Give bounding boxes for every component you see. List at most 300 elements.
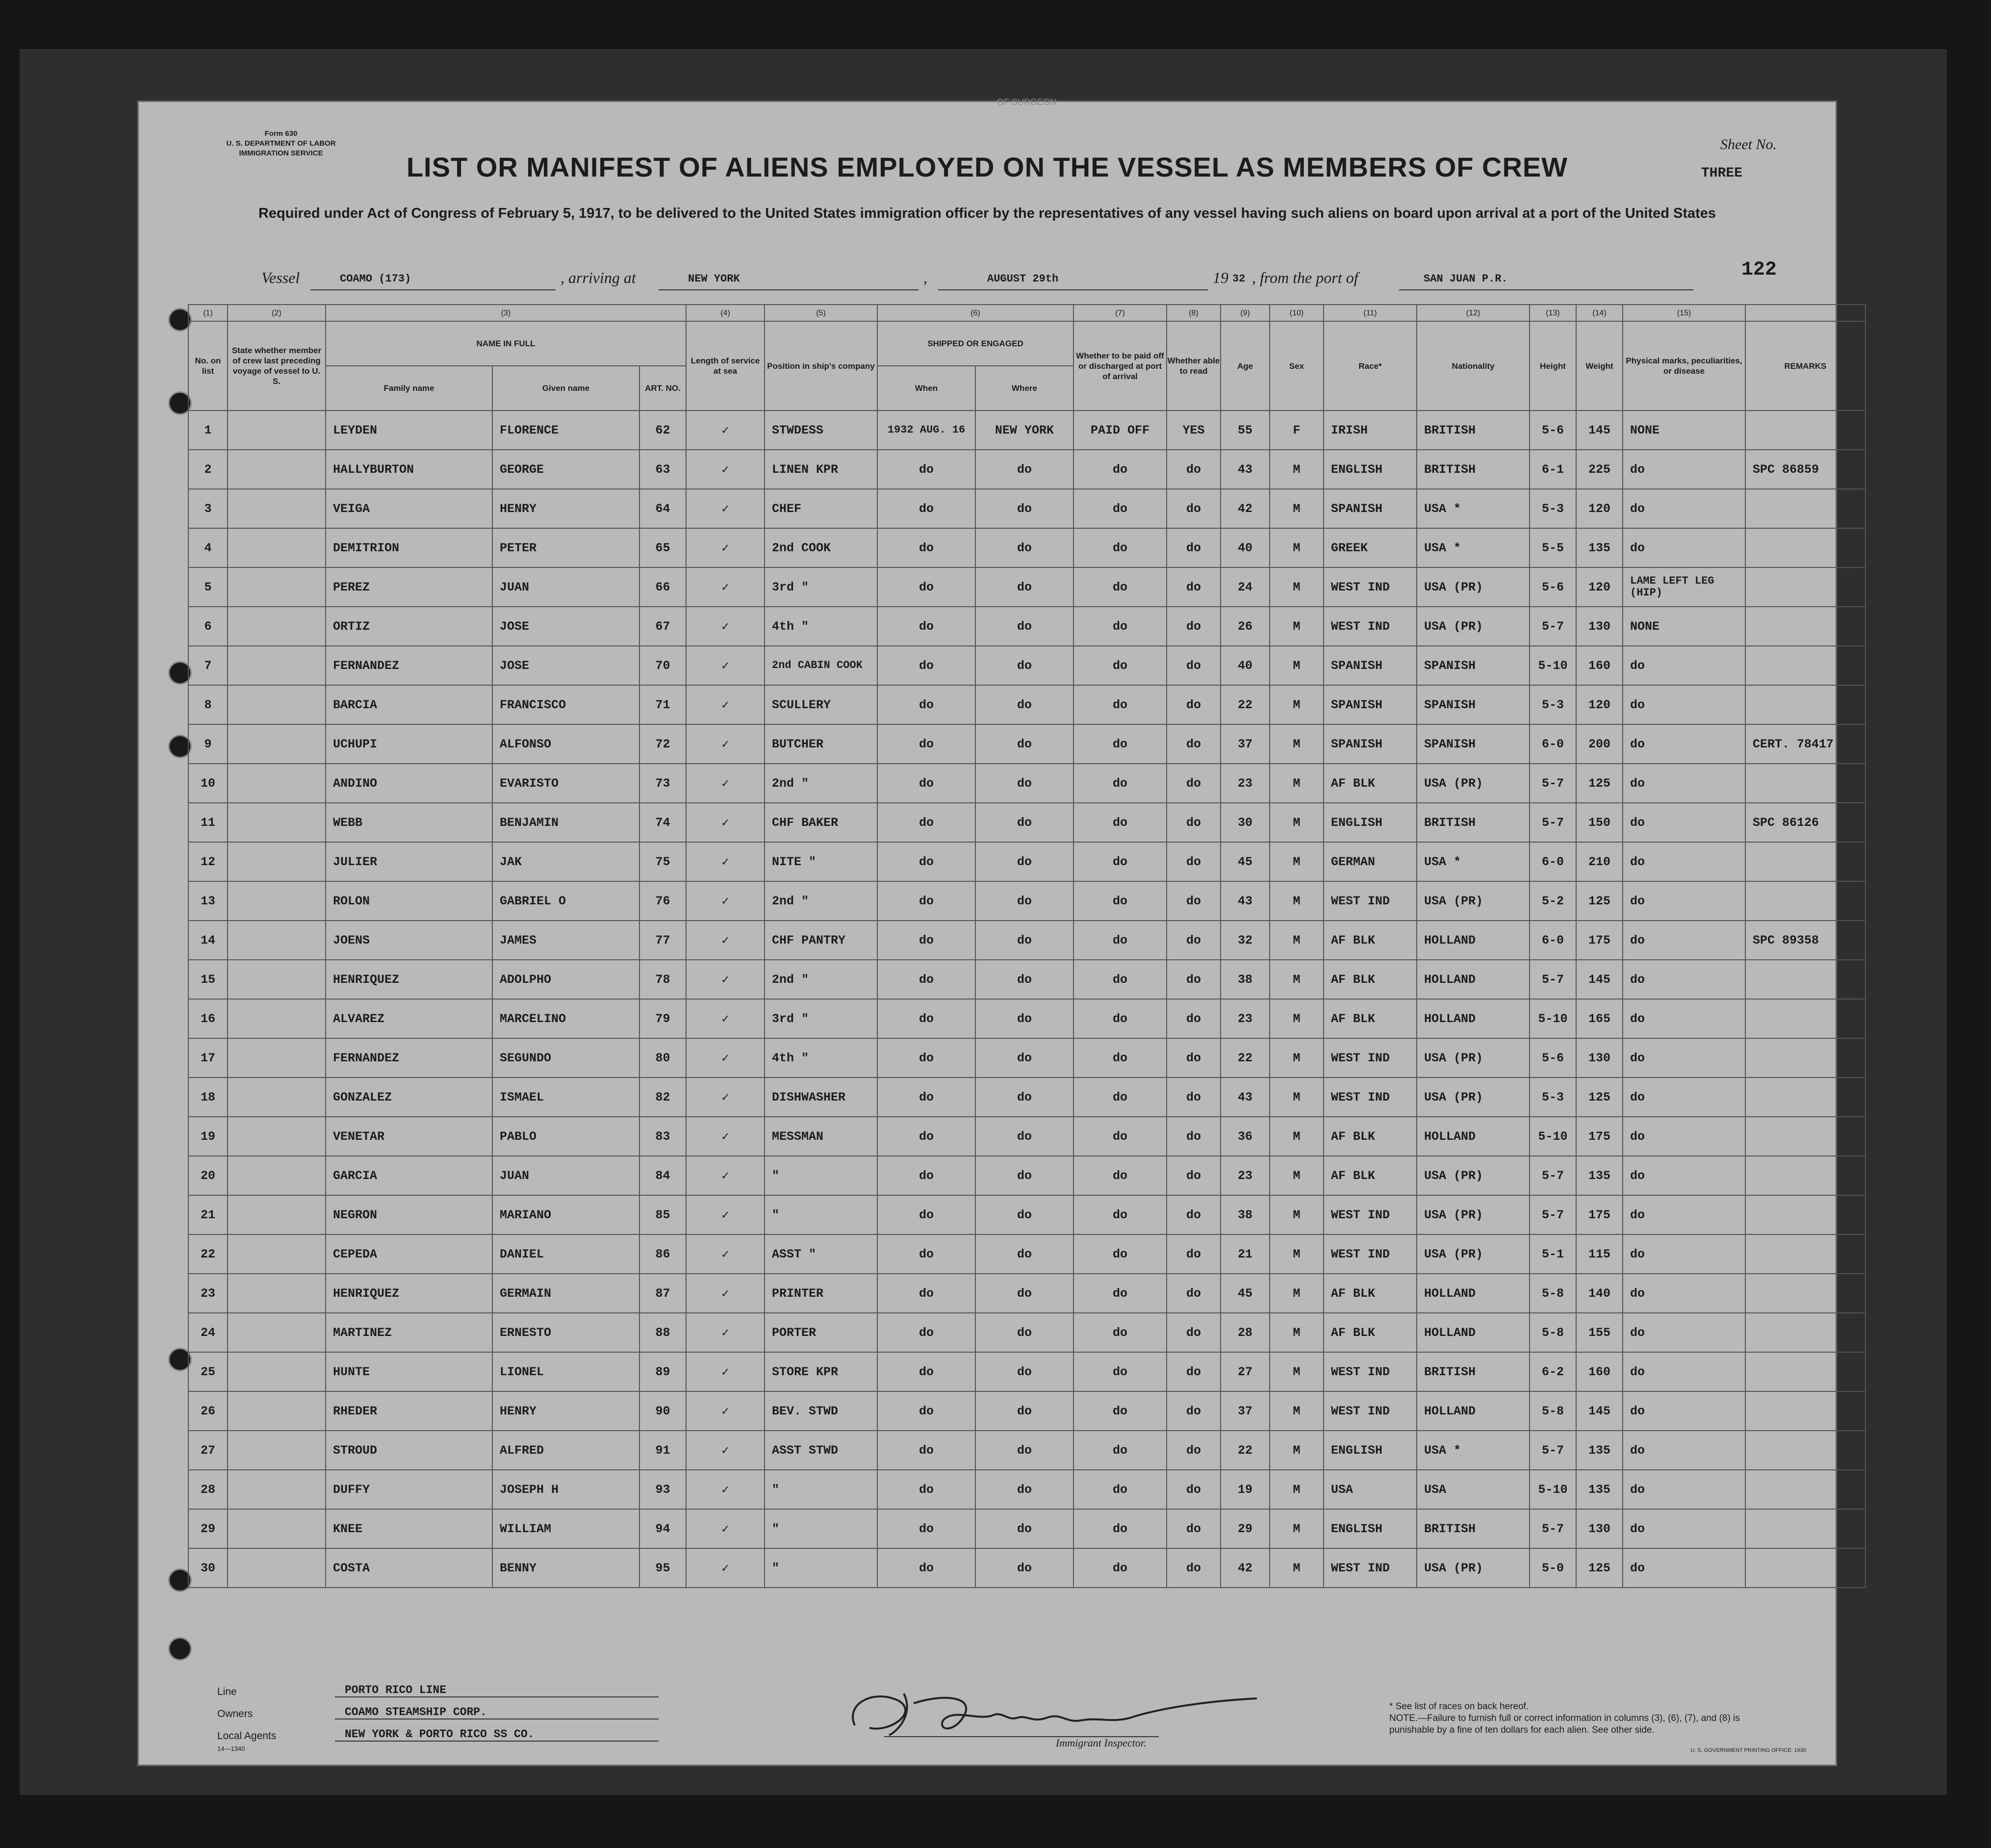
race-cell: AF BLK (1324, 1313, 1417, 1352)
physical-marks-cell: do (1623, 1391, 1745, 1431)
state-cell-cell (228, 1234, 326, 1274)
service-check-cell: ✓ (686, 1078, 765, 1117)
footer-note (1389, 1701, 1782, 1736)
weight-cell: 175 (1576, 1117, 1623, 1156)
inspector-label: Immigrant Inspector. (1056, 1737, 1147, 1749)
shipped-when-cell: do (877, 1470, 975, 1509)
shipped-where-cell: NEW YORK (975, 411, 1073, 450)
able-to-read-cell: do (1167, 999, 1221, 1038)
races-note: * See list of races on back hereof. (1389, 1701, 1529, 1712)
page-subtitle: Required under Act of Congress of February 5, 1917, to be delivered to the United States immigration officer by the representatives of any vessel having such aliens on board upon arrival at a port of the United States (258, 205, 1716, 221)
weight-cell: 175 (1576, 921, 1623, 960)
shipped-when-cell: do (877, 1274, 975, 1313)
art-number-cell: 72 (639, 724, 686, 764)
weight-cell: 125 (1576, 764, 1623, 803)
physical-marks-cell: do (1623, 1078, 1745, 1117)
weight-cell: 200 (1576, 724, 1623, 764)
shipped-when-cell: do (877, 1078, 975, 1117)
physical-marks-cell: do (1623, 881, 1745, 921)
race-cell: SPANISH (1324, 724, 1417, 764)
position-cell: " (765, 1470, 877, 1509)
remarks-cell (1745, 411, 1865, 450)
age-cell: 55 (1221, 411, 1270, 450)
height-cell: 6-0 (1530, 724, 1576, 764)
height-cell: 5-6 (1530, 567, 1576, 607)
table-row (188, 1117, 1865, 1156)
arriving-port: NEW YORK (688, 273, 740, 285)
remarks-cell (1745, 1391, 1865, 1431)
state-cell-cell (228, 567, 326, 607)
family-name-cell: GONZALEZ (326, 1078, 492, 1117)
header-paid-off: Whether to be paid off or discharged at port of arrival (1073, 321, 1167, 411)
weight-cell: 135 (1576, 528, 1623, 567)
sex-cell: M (1270, 1274, 1324, 1313)
paid-off-cell: do (1073, 724, 1167, 764)
position-cell: ASST STWD (765, 1431, 877, 1470)
col-num: (8) (1167, 305, 1221, 321)
paid-off-cell: do (1073, 1038, 1167, 1078)
family-name-cell: UCHUPI (326, 724, 492, 764)
weight-cell: 120 (1576, 567, 1623, 607)
age-cell: 32 (1221, 921, 1270, 960)
race-cell: AF BLK (1324, 1274, 1417, 1313)
age-cell: 42 (1221, 1548, 1270, 1588)
weight-cell: 225 (1576, 450, 1623, 489)
form-number: Form 630 (264, 129, 298, 138)
nationality-cell: HOLLAND (1417, 1274, 1530, 1313)
height-cell: 5-7 (1530, 1195, 1576, 1234)
height-cell: 6-2 (1530, 1352, 1576, 1391)
state-cell-cell (228, 528, 326, 567)
line-value: PORTO RICO LINE (335, 1684, 659, 1697)
given-name-cell: JOSE (492, 607, 639, 646)
sex-cell: M (1270, 999, 1324, 1038)
family-name-cell: STROUD (326, 1431, 492, 1470)
art-number-cell: 73 (639, 764, 686, 803)
table-row (188, 724, 1865, 764)
art-number-cell: 94 (639, 1509, 686, 1548)
header-when: When (877, 366, 975, 411)
col-num: (10) (1270, 305, 1324, 321)
remarks-cell: SPC 89358 (1745, 921, 1865, 960)
col-num: (4) (686, 305, 765, 321)
remarks-cell (1745, 567, 1865, 607)
table-row (188, 921, 1865, 960)
arriving-label: , arriving at (561, 269, 636, 286)
shipped-where-cell: do (975, 803, 1073, 842)
list-number-cell: 7 (188, 646, 228, 685)
sex-cell: M (1270, 489, 1324, 528)
table-row (188, 1274, 1865, 1313)
service-check-cell: ✓ (686, 1234, 765, 1274)
state-cell-cell (228, 1352, 326, 1391)
able-to-read-cell: do (1167, 1313, 1221, 1352)
shipped-where-cell: do (975, 921, 1073, 960)
shipped-when-cell: do (877, 607, 975, 646)
remarks-cell (1745, 960, 1865, 999)
service-check-cell: ✓ (686, 724, 765, 764)
given-name-cell: DANIEL (492, 1234, 639, 1274)
list-number-cell: 27 (188, 1431, 228, 1470)
state-cell-cell (228, 411, 326, 450)
service-check-cell: ✓ (686, 1509, 765, 1548)
nationality-cell: USA (PR) (1417, 1548, 1530, 1588)
nationality-cell: USA * (1417, 489, 1530, 528)
given-name-cell: BENJAMIN (492, 803, 639, 842)
paid-off-cell: do (1073, 607, 1167, 646)
age-cell: 22 (1221, 685, 1270, 724)
weight-cell: 165 (1576, 999, 1623, 1038)
physical-marks-cell: do (1623, 450, 1745, 489)
table-row (188, 607, 1865, 646)
able-to-read-cell: do (1167, 607, 1221, 646)
vessel-name: COAMO (173) (340, 273, 411, 285)
race-cell: ENGLISH (1324, 803, 1417, 842)
nationality-cell: HOLLAND (1417, 1117, 1530, 1156)
service-check-cell: ✓ (686, 921, 765, 960)
family-name-cell: HALLYBURTON (326, 450, 492, 489)
table-row (188, 960, 1865, 999)
race-cell: ENGLISH (1324, 1431, 1417, 1470)
state-cell-cell (228, 1078, 326, 1117)
list-number-cell: 4 (188, 528, 228, 567)
able-to-read-cell: do (1167, 489, 1221, 528)
physical-marks-cell: do (1623, 1274, 1745, 1313)
family-name-cell: NEGRON (326, 1195, 492, 1234)
physical-marks-cell: do (1623, 921, 1745, 960)
shipped-where-cell: do (975, 1234, 1073, 1274)
sex-cell: M (1270, 842, 1324, 881)
list-number-cell: 29 (188, 1509, 228, 1548)
header-race: Race* (1324, 321, 1417, 411)
shipped-when-cell: do (877, 921, 975, 960)
family-name-cell: ANDINO (326, 764, 492, 803)
paid-off-cell: do (1073, 921, 1167, 960)
nationality-cell: USA * (1417, 528, 1530, 567)
shipped-when-cell: do (877, 1195, 975, 1234)
weight-cell: 145 (1576, 411, 1623, 450)
family-name-cell: VENETAR (326, 1117, 492, 1156)
service-check-cell: ✓ (686, 607, 765, 646)
able-to-read-cell: do (1167, 1195, 1221, 1234)
paid-off-cell: do (1073, 881, 1167, 921)
header-given-name: Given name (492, 366, 639, 411)
remarks-cell (1745, 1548, 1865, 1588)
age-cell: 42 (1221, 489, 1270, 528)
height-cell: 5-8 (1530, 1274, 1576, 1313)
paid-off-cell: do (1073, 1195, 1167, 1234)
family-name-cell: DEMITRION (326, 528, 492, 567)
state-cell-cell (228, 1038, 326, 1078)
art-number-cell: 63 (639, 450, 686, 489)
table-row (188, 1431, 1865, 1470)
table-row (188, 1195, 1865, 1234)
list-number-cell: 8 (188, 685, 228, 724)
art-number-cell: 74 (639, 803, 686, 842)
given-name-cell: LIONEL (492, 1352, 639, 1391)
height-cell: 5-10 (1530, 999, 1576, 1038)
family-name-cell: KNEE (326, 1509, 492, 1548)
able-to-read-cell: do (1167, 646, 1221, 685)
age-cell: 22 (1221, 1038, 1270, 1078)
height-cell: 5-7 (1530, 1509, 1576, 1548)
paid-off-cell: do (1073, 528, 1167, 567)
remarks-cell (1745, 1470, 1865, 1509)
shipped-when-cell: do (877, 1156, 975, 1195)
race-cell: ENGLISH (1324, 450, 1417, 489)
physical-marks-cell: LAME LEFT LEG (HIP) (1623, 567, 1745, 607)
nationality-cell: BRITISH (1417, 1352, 1530, 1391)
given-name-cell: PETER (492, 528, 639, 567)
age-cell: 40 (1221, 528, 1270, 567)
paid-off-cell: do (1073, 999, 1167, 1038)
remarks-cell (1745, 1431, 1865, 1470)
shipped-when-cell: do (877, 1391, 975, 1431)
art-number-cell: 66 (639, 567, 686, 607)
position-cell: DISHWASHER (765, 1078, 877, 1117)
physical-marks-cell: do (1623, 803, 1745, 842)
remarks-cell: SPC 86126 (1745, 803, 1865, 842)
able-to-read-cell: do (1167, 960, 1221, 999)
nationality-cell: USA (PR) (1417, 607, 1530, 646)
sex-cell: M (1270, 764, 1324, 803)
family-name-cell: HENRIQUEZ (326, 960, 492, 999)
height-cell: 5-7 (1530, 607, 1576, 646)
state-cell-cell (228, 1431, 326, 1470)
from-port-label: , from the port of (1252, 269, 1358, 286)
able-to-read-cell: do (1167, 921, 1221, 960)
race-cell: WEST IND (1324, 1078, 1417, 1117)
weight-cell: 155 (1576, 1313, 1623, 1352)
remarks-cell (1745, 1274, 1865, 1313)
weight-cell: 145 (1576, 1391, 1623, 1431)
remarks-cell (1745, 489, 1865, 528)
able-to-read-cell: do (1167, 1391, 1221, 1431)
state-cell-cell (228, 803, 326, 842)
physical-marks-cell: do (1623, 1117, 1745, 1156)
art-number-cell: 90 (639, 1391, 686, 1431)
service-check-cell: ✓ (686, 528, 765, 567)
list-number-cell: 2 (188, 450, 228, 489)
paid-off-cell: do (1073, 1352, 1167, 1391)
art-number-cell: 80 (639, 1038, 686, 1078)
height-cell: 5-7 (1530, 1156, 1576, 1195)
physical-marks-cell: do (1623, 1234, 1745, 1274)
position-cell: CHEF (765, 489, 877, 528)
height-cell: 6-0 (1530, 842, 1576, 881)
col-num: (1) (188, 305, 228, 321)
height-cell: 5-3 (1530, 1078, 1576, 1117)
age-cell: 30 (1221, 803, 1270, 842)
nationality-cell: SPANISH (1417, 685, 1530, 724)
handwritten-number: 122 (1741, 259, 1777, 281)
col-num: (5) (765, 305, 877, 321)
header-where: Where (975, 366, 1073, 411)
height-cell: 6-1 (1530, 450, 1576, 489)
header-state: State whether member of crew last preceding voyage of vessel to U. S. (228, 321, 326, 411)
table-row (188, 999, 1865, 1038)
family-name-cell: DUFFY (326, 1470, 492, 1509)
remarks-cell (1745, 881, 1865, 921)
col-num: (11) (1324, 305, 1417, 321)
sex-cell: M (1270, 567, 1324, 607)
paid-off-cell: do (1073, 1470, 1167, 1509)
height-cell: 5-6 (1530, 411, 1576, 450)
table-row (188, 764, 1865, 803)
race-cell: AF BLK (1324, 921, 1417, 960)
table-row (188, 1470, 1865, 1509)
height-cell: 5-7 (1530, 1431, 1576, 1470)
remarks-cell (1745, 764, 1865, 803)
sex-cell: M (1270, 921, 1324, 960)
header-length-service: Length of service at sea (686, 321, 765, 411)
race-cell: SPANISH (1324, 489, 1417, 528)
paid-off-cell: do (1073, 646, 1167, 685)
nationality-cell: USA * (1417, 1431, 1530, 1470)
state-cell-cell (228, 881, 326, 921)
art-number-cell: 70 (639, 646, 686, 685)
weight-cell: 210 (1576, 842, 1623, 881)
paid-off-cell: do (1073, 1391, 1167, 1431)
service-check-cell: ✓ (686, 803, 765, 842)
state-cell-cell (228, 1195, 326, 1234)
remarks-cell (1745, 607, 1865, 646)
physical-marks-cell: do (1623, 1352, 1745, 1391)
header-able-to-read: Whether able to read (1167, 321, 1221, 411)
height-cell: 5-8 (1530, 1313, 1576, 1352)
remarks-cell (1745, 999, 1865, 1038)
given-name-cell: MARIANO (492, 1195, 639, 1234)
table-row (188, 411, 1865, 450)
age-cell: 26 (1221, 607, 1270, 646)
position-cell: 3rd " (765, 567, 877, 607)
position-cell: BUTCHER (765, 724, 877, 764)
physical-marks-cell: do (1623, 842, 1745, 881)
physical-marks-cell: do (1623, 999, 1745, 1038)
age-cell: 27 (1221, 1352, 1270, 1391)
sheet-number-label: Sheet No. (1720, 136, 1777, 153)
family-name-cell: LEYDEN (326, 411, 492, 450)
given-name-cell: MARCELINO (492, 999, 639, 1038)
physical-marks-cell: NONE (1623, 411, 1745, 450)
service-check-cell: ✓ (686, 567, 765, 607)
height-cell: 5-7 (1530, 960, 1576, 999)
shipped-when-cell: do (877, 1548, 975, 1588)
race-cell: WEST IND (1324, 607, 1417, 646)
paid-off-cell: do (1073, 1509, 1167, 1548)
art-number-cell: 64 (639, 489, 686, 528)
service-name: IMMIGRATION SERVICE (239, 149, 323, 157)
physical-marks-cell: do (1623, 1038, 1745, 1078)
nationality-cell: USA (PR) (1417, 567, 1530, 607)
physical-marks-cell: do (1623, 646, 1745, 685)
race-cell: SPANISH (1324, 685, 1417, 724)
position-cell: CHF BAKER (765, 803, 877, 842)
sex-cell: M (1270, 1195, 1324, 1234)
state-cell-cell (228, 842, 326, 881)
shipped-when-cell: do (877, 1509, 975, 1548)
nationality-cell: HOLLAND (1417, 921, 1530, 960)
given-name-cell: ADOLPHO (492, 960, 639, 999)
art-number-cell: 91 (639, 1431, 686, 1470)
nationality-cell: USA (1417, 1470, 1530, 1509)
given-name-cell: WILLIAM (492, 1509, 639, 1548)
race-cell: SPANISH (1324, 646, 1417, 685)
state-cell-cell (228, 646, 326, 685)
race-cell: AF BLK (1324, 999, 1417, 1038)
header-list-no: No. on list (188, 321, 228, 411)
header-row-1 (188, 321, 1865, 366)
weight-cell: 160 (1576, 1352, 1623, 1391)
height-cell: 5-2 (1530, 881, 1576, 921)
table-row (188, 1038, 1865, 1078)
able-to-read-cell: do (1167, 528, 1221, 567)
physical-marks-cell: do (1623, 528, 1745, 567)
art-number-cell: 79 (639, 999, 686, 1038)
agents-label: Local Agents (217, 1730, 277, 1742)
position-cell: STWDESS (765, 411, 877, 450)
family-name-cell: GARCIA (326, 1156, 492, 1195)
shipped-when-cell: do (877, 881, 975, 921)
col-num: (7) (1073, 305, 1167, 321)
shipped-when-cell: do (877, 1117, 975, 1156)
shipped-where-cell: do (975, 764, 1073, 803)
position-cell: 2nd " (765, 960, 877, 999)
state-cell-cell (228, 724, 326, 764)
header-physical-marks: Physical marks, peculiarities, or disease (1623, 321, 1745, 411)
service-check-cell: ✓ (686, 764, 765, 803)
list-number-cell: 23 (188, 1274, 228, 1313)
shipped-when-cell: do (877, 450, 975, 489)
table-row (188, 1234, 1865, 1274)
age-cell: 38 (1221, 1195, 1270, 1234)
height-cell: 5-10 (1530, 1117, 1576, 1156)
weight-cell: 175 (1576, 1195, 1623, 1234)
table-row (188, 1509, 1865, 1548)
family-name-cell: HENRIQUEZ (326, 1274, 492, 1313)
shipped-where-cell: do (975, 1548, 1073, 1588)
given-name-cell: HENRY (492, 1391, 639, 1431)
age-cell: 45 (1221, 842, 1270, 881)
list-number-cell: 18 (188, 1078, 228, 1117)
art-number-cell: 84 (639, 1156, 686, 1195)
family-name-cell: FERNANDEZ (326, 1038, 492, 1078)
position-cell: ASST " (765, 1234, 877, 1274)
able-to-read-cell: do (1167, 803, 1221, 842)
list-number-cell: 9 (188, 724, 228, 764)
age-cell: 23 (1221, 1156, 1270, 1195)
list-number-cell: 15 (188, 960, 228, 999)
art-number-cell: 83 (639, 1117, 686, 1156)
height-cell: 5-1 (1530, 1234, 1576, 1274)
paid-off-cell: do (1073, 960, 1167, 999)
height-cell: 6-0 (1530, 921, 1576, 960)
sex-cell: M (1270, 528, 1324, 567)
weight-cell: 125 (1576, 881, 1623, 921)
shipped-where-cell: do (975, 1038, 1073, 1078)
paid-off-cell: do (1073, 450, 1167, 489)
owners-label: Owners (217, 1708, 253, 1720)
shipped-where-cell: do (975, 842, 1073, 881)
shipped-when-cell: do (877, 999, 975, 1038)
family-name-cell: JOENS (326, 921, 492, 960)
state-cell-cell (228, 489, 326, 528)
shipped-where-cell: do (975, 999, 1073, 1038)
able-to-read-cell: do (1167, 1234, 1221, 1274)
shipped-where-cell: do (975, 1470, 1073, 1509)
sex-cell: M (1270, 1548, 1324, 1588)
height-cell: 5-6 (1530, 1038, 1576, 1078)
